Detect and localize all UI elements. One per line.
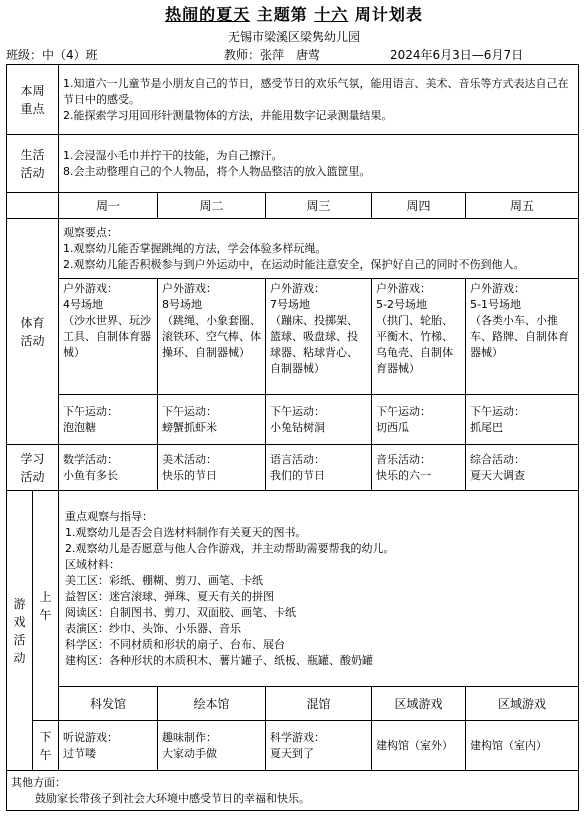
game-afternoon-cell — [59, 721, 158, 771]
focus-label — [7, 65, 59, 135]
study-cell — [266, 445, 372, 491]
title-mid: 主题第 — [256, 5, 308, 24]
day-thursday: 周四 — [372, 193, 466, 219]
text-line: 5-2号场地 — [376, 298, 427, 311]
text-line: 2.观察幼儿是否愿意与他人合作游戏，并主动帮助需要帮我的幼儿。 — [65, 541, 395, 555]
text-line: （跳绳、小象套圈、滚铁环、空气棒、体操环、自制器械） — [162, 314, 262, 359]
text-line: 美工区：彩纸、棚糊、剪刀、画笔、卡纸 — [65, 573, 264, 587]
text-line: 夏天到了 — [270, 746, 315, 760]
focus-line: 1.知道六一儿童节是小朋友自己的节日，感受节日的欢乐气氛，能用语言、美术、音乐等方式表达自己在节日中的感受。 — [63, 76, 569, 106]
school-name: 无锡市梁溪区梁隽幼儿园 — [227, 30, 360, 44]
text-line: 生活 — [20, 147, 45, 162]
focus-line: 2.能探索学习用回形针测量物体的方法，并能用数字记录测量结果。 — [63, 108, 393, 122]
text-line: 过节喽 — [63, 746, 97, 760]
text-line: 小鱼有多长 — [63, 468, 119, 482]
game-morning-content — [59, 491, 579, 687]
life-label — [7, 135, 59, 193]
game-afternoon-cell — [372, 721, 466, 771]
text-line: 快乐的六一 — [376, 468, 432, 482]
text-line: 区域材料： — [65, 557, 121, 571]
game-afternoon-cell — [466, 721, 579, 771]
text-line: 抓尾巴 — [470, 420, 504, 434]
text-line: 建构馆（室外） — [376, 738, 454, 752]
text-line: 戏 — [13, 614, 26, 629]
day-header-blank — [7, 193, 59, 219]
text-line: 数学活动： — [63, 452, 119, 466]
text-line: 大家动手做 — [162, 746, 218, 760]
game-label — [7, 491, 33, 771]
game-morning-label — [33, 491, 59, 721]
day-wednesday: 周三 — [266, 193, 372, 219]
day-header-row — [7, 193, 579, 219]
venue-cell: 混馆 — [266, 687, 372, 721]
text-line: 下午运动： — [470, 404, 526, 418]
day-monday: 周一 — [59, 193, 158, 219]
text-line: 科学游戏： — [270, 730, 326, 744]
text-line: 重点观察与指导： — [65, 509, 154, 523]
pe-observe-line: 1.观察幼儿能否掌握跳绳的方法，学会体验多样玩绳。 — [63, 241, 327, 255]
text-line: 户外游戏： — [162, 282, 218, 295]
text-line: 建构区：各种形状的木质积木、薯片罐子、纸板、瓶罐、酸奶罐 — [65, 653, 374, 667]
study-cell — [158, 445, 266, 491]
text-line: 下午运动： — [376, 404, 432, 418]
text-line: 下午运动： — [63, 404, 119, 418]
text-line: 游 — [13, 596, 26, 611]
other-text: 鼓励家长带孩子到社会大环境中感受节日的幸福和快乐。 — [35, 791, 310, 805]
text-line: 午 — [39, 747, 52, 762]
text-line: 重点 — [20, 101, 45, 116]
text-line: 7号场地 — [270, 298, 311, 311]
teacher-label: 教师：张萍 唐莺 — [224, 48, 321, 62]
life-line: 8.会主动整理自己的个人物品，将个人物品整洁的放入篮筐里。 — [63, 164, 371, 178]
day-tuesday: 周二 — [158, 193, 266, 219]
text-line: 快乐的节日 — [162, 468, 218, 482]
text-line: 户外游戏： — [270, 282, 326, 295]
game-afternoon-cell — [158, 721, 266, 771]
game-afternoon-label — [33, 721, 59, 771]
text-line: （各类小车、小推车、路牌、自制体育器械） — [470, 314, 570, 359]
text-line: （拱门、轮胎、平衡木、竹梯、乌龟壳、自制体育器械） — [376, 314, 454, 375]
text-line: 活动 — [20, 165, 45, 180]
text-line: 5-1号场地 — [470, 298, 521, 311]
text-line: 泡泡糖 — [63, 420, 97, 434]
text-line: 建构馆（室内） — [470, 738, 548, 752]
text-line: 学习 — [20, 451, 45, 466]
venue-cell: 科发馆 — [59, 687, 158, 721]
pe-outdoor-cell — [59, 279, 158, 395]
other-row — [7, 771, 579, 811]
text-line: 阅读区：自制图书、剪刀、双面胶、画笔、卡纸 — [65, 605, 297, 619]
text-line: 体育 — [20, 315, 45, 330]
other-title: 其他方面： — [11, 775, 66, 789]
week-number: 十六 — [314, 5, 349, 24]
text-line: 户外游戏： — [376, 282, 432, 295]
pe-label — [7, 219, 59, 445]
text-line: 切西瓜 — [376, 420, 410, 434]
pe-observe-line: 2.观察幼儿能否积极参与到户外运动中，在运动时能注意安全，保护好自己的同时不伤到他人。 — [63, 257, 525, 271]
pe-outdoor-row — [7, 279, 579, 395]
text-line: 美术活动： — [162, 452, 218, 466]
pe-afternoon-cell — [59, 395, 158, 445]
text-line: 活动 — [20, 469, 45, 484]
game-venue-row — [7, 687, 579, 721]
date-label: 2024年6月3日—6月7日 — [390, 48, 524, 62]
pe-afternoon-cell — [372, 395, 466, 445]
text-line: 动 — [13, 650, 26, 665]
pe-observe-row — [7, 219, 579, 279]
venue-cell: 区域游戏 — [466, 687, 579, 721]
text-line: 夏天大调查 — [470, 468, 526, 482]
weekly-plan-table — [6, 64, 579, 811]
text-line: （蹦床、投掷架、篮球、吸盘球、投球器、粘球背心、自制器械） — [270, 314, 359, 375]
day-friday: 周五 — [466, 193, 579, 219]
text-line: 上 — [39, 589, 52, 604]
text-line: 4号场地 — [63, 298, 104, 311]
title-post: 周计划表 — [354, 5, 423, 24]
life-line: 1.会浸湿小毛巾并拧干的技能，为自己擦汗。 — [63, 148, 283, 162]
pe-outdoor-cell — [372, 279, 466, 395]
game-afternoon-row — [7, 721, 579, 771]
pe-afternoon-cell — [158, 395, 266, 445]
theme-name: 热闹的夏天 — [165, 5, 251, 24]
game-morning-row — [7, 491, 579, 687]
pe-observe-title: 观察要点： — [63, 225, 119, 239]
text-line: 下 — [39, 729, 52, 744]
class-label: 班级：中（4）班 — [6, 48, 98, 62]
text-line: 语言活动： — [270, 452, 326, 466]
text-line: 户外游戏： — [63, 282, 119, 295]
text-line: 下午运动： — [162, 404, 218, 418]
game-afternoon-cell — [266, 721, 372, 771]
text-line: 音乐活动： — [376, 452, 432, 466]
text-line: 综合活动： — [470, 452, 526, 466]
life-content — [59, 135, 579, 193]
text-line: 趣味制作： — [162, 730, 218, 744]
text-line: 1.观察幼儿是否会自选材料制作有关夏天的图书。 — [65, 525, 307, 539]
study-label — [7, 445, 59, 491]
text-line: 科学区：不同材质和形状的扇子、台布、展台 — [65, 637, 286, 651]
text-line: （沙水世界、玩沙工具、自制体育器械） — [63, 314, 152, 359]
pe-afternoon-cell — [466, 395, 579, 445]
pe-observe — [59, 219, 579, 279]
venue-cell: 绘本馆 — [158, 687, 266, 721]
other-content — [7, 771, 579, 811]
text-line: 8号场地 — [162, 298, 203, 311]
text-line: 下午运动： — [270, 404, 326, 418]
text-line: 我们的节日 — [270, 468, 326, 482]
pe-afternoon-cell — [266, 395, 372, 445]
text-line: 听说游戏： — [63, 730, 119, 744]
study-row — [7, 445, 579, 491]
focus-row — [7, 65, 579, 135]
focus-content — [59, 65, 579, 135]
text-line: 益智区：迷宫滚球、弹珠、夏天有关的拼图 — [65, 589, 275, 603]
page-title — [0, 2, 588, 25]
text-line: 本周 — [20, 83, 45, 98]
pe-outdoor-cell — [466, 279, 579, 395]
life-row — [7, 135, 579, 193]
study-cell — [59, 445, 158, 491]
pe-outdoor-cell — [158, 279, 266, 395]
study-cell — [372, 445, 466, 491]
text-line: 户外游戏： — [470, 282, 526, 295]
text-line: 活 — [13, 632, 26, 647]
venue-cell: 区域游戏 — [372, 687, 466, 721]
study-cell — [466, 445, 579, 491]
pe-outdoor-cell — [266, 279, 372, 395]
text-line: 表演区：纱巾、头饰、小乐器、音乐 — [65, 621, 242, 635]
pe-afternoon-row — [7, 395, 579, 445]
text-line: 小兔钻树洞 — [270, 420, 326, 434]
text-line: 螃蟹抓虾米 — [162, 420, 218, 434]
text-line: 午 — [39, 607, 52, 622]
text-line: 活动 — [20, 333, 45, 348]
